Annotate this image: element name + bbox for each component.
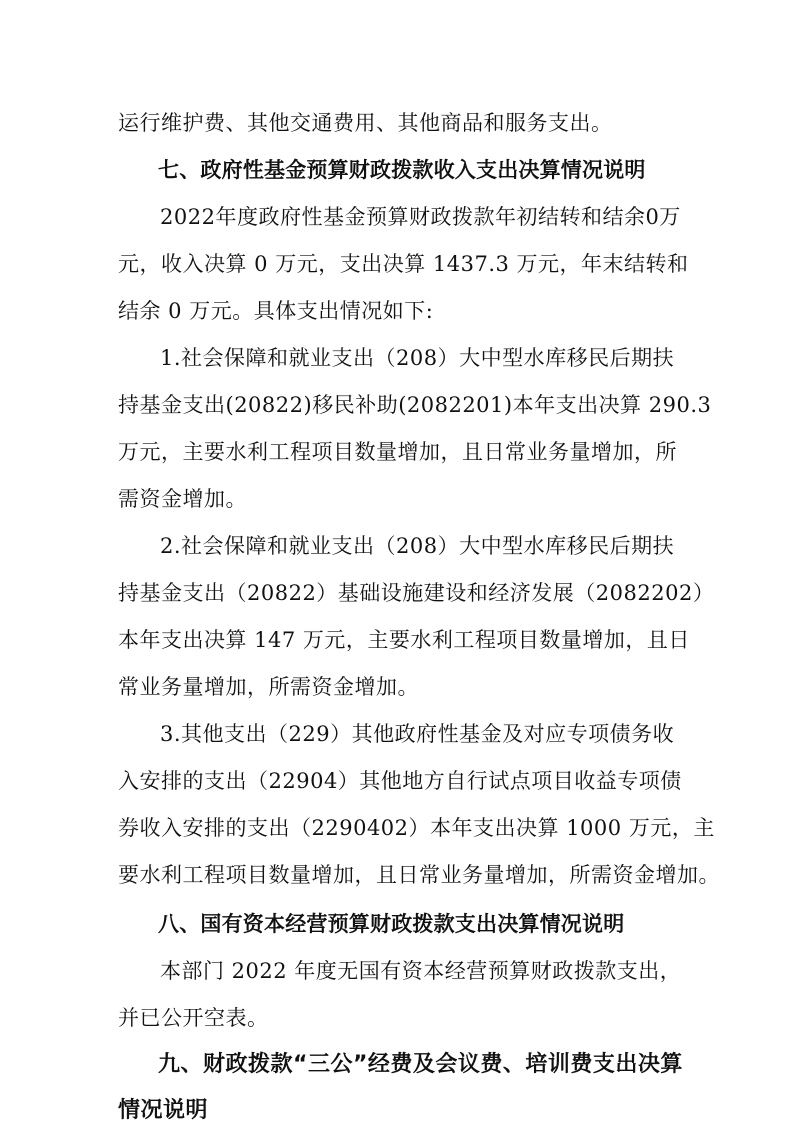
section-heading-8: 八、国有资本经营预算财政拨款支出决算情况说明 — [158, 912, 625, 936]
text-line: 结余 0 万元。具体支出情况如下: — [118, 299, 434, 323]
text-line: 3.其他支出（229）其他政府性基金及对应专项债务收 — [160, 722, 675, 746]
text-line: 并已公开空表。 — [118, 1006, 269, 1030]
text-line: 1.社会保障和就业支出（208）大中型水库移民后期扶 — [160, 346, 675, 370]
text-line: 本年支出决算 147 万元，主要水利工程项目数量增加，且日 — [118, 628, 690, 652]
text-line: 运行维护费、其他交通费用、其他商品和服务支出。 — [118, 111, 613, 135]
section-heading-9-continued: 情况说明 — [118, 1098, 209, 1123]
text-line: 持基金支出(20822)移民补助(2082201)本年支出决算 290.3 — [118, 393, 712, 417]
text-line: 入安排的支出（22904）其他地方自行试点项目收益专项债 — [118, 769, 682, 793]
text-line: 万元，主要水利工程项目数量增加，且日常业务量增加，所 — [118, 440, 677, 464]
section-heading-9: 九、财政拨款“三公”经费及会议费、培训费支出决算 — [158, 1052, 683, 1077]
text-line: 需资金增加。 — [118, 487, 247, 511]
text-line: 本部门 2022 年度无国有资本经营预算财政拨款支出， — [160, 959, 682, 983]
text-line: 券收入安排的支出（2290402）本年支出决算 1000 万元，主 — [118, 816, 715, 840]
text-line: 2.社会保障和就业支出（208）大中型水库移民后期扶 — [160, 534, 675, 558]
text-line: 常业务量增加，所需资金增加。 — [118, 675, 419, 699]
text-line: 2022年度政府性基金预算财政拨款年初结转和结余0万 — [160, 205, 681, 229]
text-line: 要水利工程项目数量增加，且日常业务量增加，所需资金增加。 — [118, 863, 720, 887]
section-heading-7: 七、政府性基金预算财政拨款收入支出决算情况说明 — [158, 158, 646, 182]
text-line: 元，收入决算 0 万元，支出决算 1437.3 万元，年末结转和 — [118, 252, 689, 276]
text-line: 持基金支出（20822）基础设施建设和经济发展（2082202） — [118, 581, 715, 605]
